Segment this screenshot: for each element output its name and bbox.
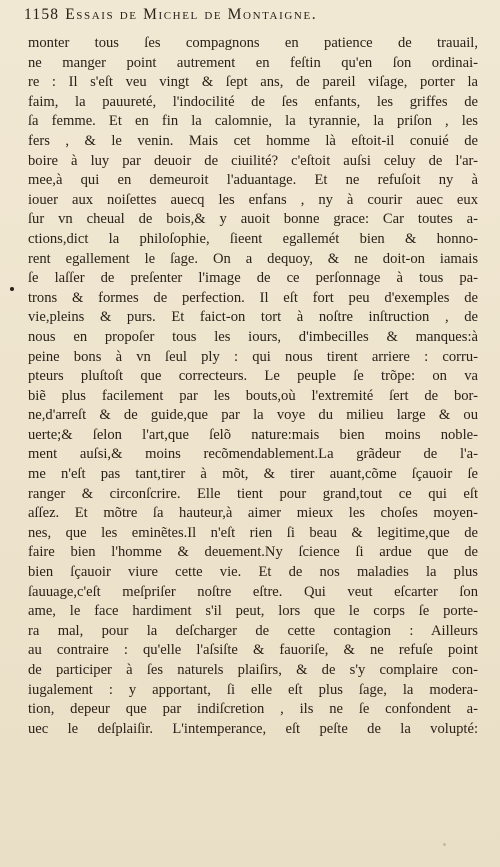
- text-line: ra mal, pour la deſcharger de cette contagion : Ailleurs: [28, 622, 478, 639]
- text-line: ſe laſſer de preſenter l'image de ce perſonnage à tous pa-: [28, 270, 478, 287]
- running-title: Essais de Michel de Montaigne.: [65, 6, 318, 23]
- text-line: biẽ plus facilement par les bouts,où l'extremité ſert de bor-: [28, 387, 478, 404]
- text-line: peine bons à vn ſeul ply : qui nous tirent arriere : corru-: [28, 348, 478, 365]
- text-line: iouer aux noiſettes auecq les enfans , ny à courir auec eux: [28, 191, 478, 208]
- page-header: [24, 6, 476, 24]
- text-line: bien ſçauoir viure cette vie. Et de nos maladies la plus: [28, 564, 478, 581]
- text-line: iugalement : y apportant, ſi elle eſt plus ſage, la modera-: [28, 681, 478, 698]
- text-line: ranger & circonſcrire. Elle tient pour grand,tout ce qui eſt: [28, 485, 478, 502]
- text-line: tion, depeur que par indiſcretion , ils ne ſe confondent a-: [28, 701, 478, 718]
- text-line: vie,pleins & purs. Et faict-on tort à noſtre inſtruction , de: [28, 309, 478, 326]
- text-line: boire à luy par deuoir de ciuilité? c'eſtoit auſsi celuy de l'ar-: [28, 152, 478, 169]
- text-line: uerte;& ſelon l'art,que ſelõ nature:mais bien moins noble-: [28, 426, 478, 443]
- text-line: pteurs pluſtoſt que correcteurs. Le peuple ſe trõpe: on va: [28, 368, 478, 385]
- text-line: au contraire : qu'elle l'aſsiſte & fauoriſe, & ne refuſe point: [28, 642, 478, 659]
- text-line: aſſez. Et mõtre ſa hauteur,à aimer mieux les choſes moyen-: [28, 505, 478, 522]
- text-line: nous en propoſer tous les iours, d'imbecilles & manques:à: [28, 328, 478, 345]
- text-line: fers , & le venin. Mais cet homme là eſtoit-il conuié de: [28, 132, 478, 149]
- text-line: uec le deſplaiſir. L'intemperance, eſt peſte de la volupté:: [28, 720, 478, 737]
- text-line: ame, le face hardiment s'il peut, lors que le corps ſe porte-: [28, 603, 478, 620]
- text-line: ne,d'arreſt & de guide,que par la voye du milieu large & ou: [28, 407, 478, 424]
- text-line: rent egallement le ſage. On a dequoy, & ne doit-on iamais: [28, 250, 478, 267]
- text-line: monter tous ſes compagnons en patience de trauail,: [28, 35, 478, 51]
- text-line: trons & formes de perfection. Il eſt fort peu d'exemples de: [28, 289, 478, 306]
- margin-mark: [10, 287, 14, 291]
- text-line: faim, la pauureté, l'indocilité de ſes enfants, les griffes de: [28, 93, 478, 110]
- text-line: ſauuage,c'eſt meſpriſer noſtre eſtre. Qui veut eſcarter ſon: [28, 583, 478, 600]
- text-line: mee,à qui en demeuroit l'aduantage. Et ne refuſoit ny à: [28, 172, 478, 189]
- text-line: de participer à ſes naturels plaiſirs, & de s'y complaire con-: [28, 662, 478, 678]
- text-line: faire bien l'homme & deuement.Ny ſcience ſi ardue que de: [28, 544, 478, 561]
- text-line: ment auſsi,& moins recõmendablement.La grãdeur de l'a-: [28, 446, 478, 463]
- text-line: re : Il s'eſt veu vingt & ſept ans, de pareil viſage, porter la: [28, 74, 478, 91]
- text-line: ctions,dict la philoſophie, ſieent egallemét bien & honno-: [28, 230, 478, 247]
- text-line: nes, que les eminẽtes.Il n'eſt rien ſi beau & legitime,que de: [28, 524, 478, 541]
- text-line: ne manger point autrement en feſtin qu'en ſon ordinai-: [28, 54, 478, 71]
- paper-speck: [443, 843, 446, 846]
- page-number: 1158: [24, 6, 60, 23]
- text-line: me n'eſt pas tant,tirer à mõt, & tirer auant,cõme ſçauoir ſe: [28, 466, 478, 483]
- text-line: ſa femme. Et en fin la calomnie, la tyrannie, la priſon , les: [28, 113, 478, 130]
- body-text: [28, 34, 478, 739]
- text-line: ſur vn cheual de bois,& y auoit bonne grace: Car toutes a-: [28, 211, 478, 228]
